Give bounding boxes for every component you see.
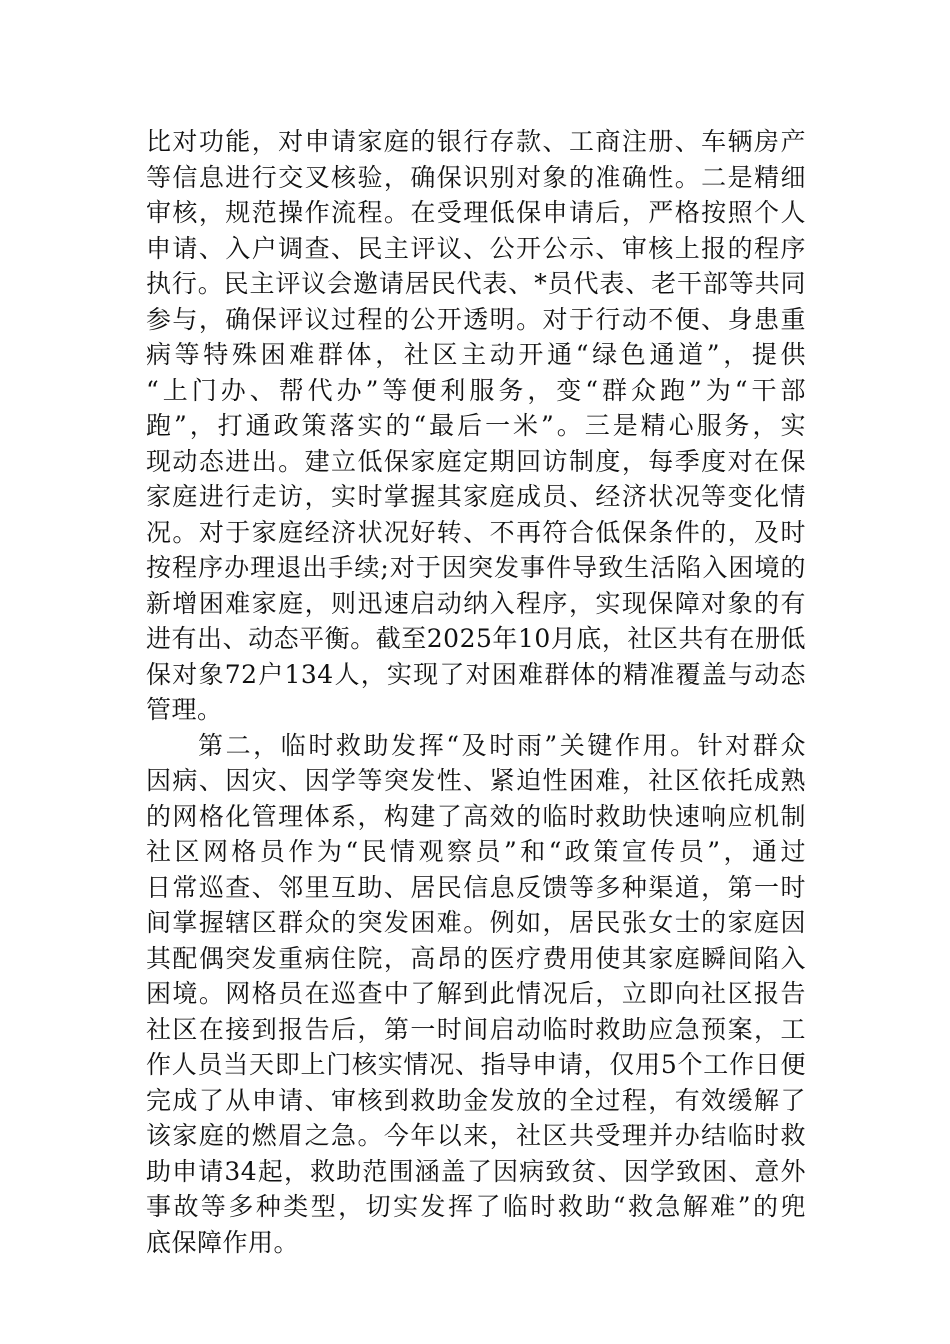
text-line: 家庭进行走访，实时掌握其家庭成员、经济状况等变化情 bbox=[146, 482, 806, 511]
text-line: 参与，确保评议过程的公开透明。对于行动不便、身患重 bbox=[146, 304, 806, 334]
text-line: 因病、因灾、因学等突发性、紧迫性困难，社区依托成熟 bbox=[146, 766, 806, 795]
text-line: 第二，临时救助发挥“及时雨”关键作用。针对群众 bbox=[198, 730, 806, 760]
text-line: 完成了从申请、审核到救助金发放的全过程，有效缓解了 bbox=[146, 1085, 806, 1115]
text-line: 日常巡查、邻里互助、居民信息反馈等多种渠道，第一时 bbox=[146, 872, 806, 902]
text-line: 事故等多种类型，切实发挥了临时救助“救急解难”的兜 bbox=[146, 1192, 806, 1221]
text-line: 申请、入户调查、民主评议、公开公示、审核上报的程序 bbox=[146, 233, 806, 263]
text-line: 社区在接到报告后，第一时间启动临时救助应急预案，工 bbox=[146, 1014, 806, 1044]
body-text bbox=[146, 124, 806, 1260]
text-line: 其配偶突发重病住院，高昂的医疗费用使其家庭瞬间陷入 bbox=[146, 943, 806, 973]
text-line: 社区网格员作为“民情观察员”和“政策宣传员”，通过 bbox=[146, 837, 806, 866]
text-line: 困境。网格员在巡查中了解到此情况后，立即向社区报告 bbox=[146, 979, 806, 1008]
text-line: 的网格化管理体系，构建了高效的临时救助快速响应机制 bbox=[146, 801, 806, 831]
text-line: 执行。民主评议会邀请居民代表、*员代表、老干部等共同 bbox=[146, 269, 806, 298]
text-line: 跑”，打通政策落实的“最后一米”。三是精心服务，实 bbox=[146, 411, 806, 440]
text-line: 该家庭的燃眉之急。今年以来，社区共受理并办结临时救 bbox=[146, 1121, 806, 1150]
text-line: 况。对于家庭经济状况好转、不再符合低保条件的，及时 bbox=[146, 517, 806, 547]
text-line: 病等特殊困难群体，社区主动开通“绿色通道”，提供 bbox=[146, 340, 806, 369]
paragraph-2 bbox=[146, 728, 806, 1261]
text-line: 保对象72户134人，实现了对困难群体的精准覆盖与动态 bbox=[146, 659, 806, 689]
text-line: 新增困难家庭，则迅速启动纳入程序，实现保障对象的有 bbox=[146, 588, 806, 618]
text-line: 比对功能，对申请家庭的银行存款、工商注册、车辆房产 bbox=[146, 127, 806, 156]
text-line: 现动态进出。建立低保家庭定期回访制度，每季度对在保 bbox=[146, 446, 806, 476]
text-line: “上门办、帮代办”等便利服务，变“群众跑”为“干部 bbox=[146, 375, 806, 405]
text-line: 底保障作用。 bbox=[146, 1227, 300, 1257]
text-line: 按程序办理退出手续;对于因突发事件导致生活陷入困境的 bbox=[146, 553, 806, 582]
text-line: 审核，规范操作流程。在受理低保申请后，严格按照个人 bbox=[146, 198, 806, 227]
text-line: 等信息进行交叉核验，确保识别对象的准确性。二是精细 bbox=[146, 162, 806, 192]
text-line: 进有出、动态平衡。截至2025年10月底，社区共有在册低 bbox=[146, 624, 806, 653]
text-line: 助申请34起，救助范围涵盖了因病致贫、因学致困、意外 bbox=[146, 1156, 806, 1186]
text-line: 管理。 bbox=[146, 695, 223, 724]
text-line: 间掌握辖区群众的突发困难。例如，居民张女士的家庭因 bbox=[146, 908, 806, 937]
text-line: 作人员当天即上门核实情况、指导申请，仅用5个工作日便 bbox=[146, 1050, 806, 1079]
paragraph-1 bbox=[146, 124, 806, 728]
